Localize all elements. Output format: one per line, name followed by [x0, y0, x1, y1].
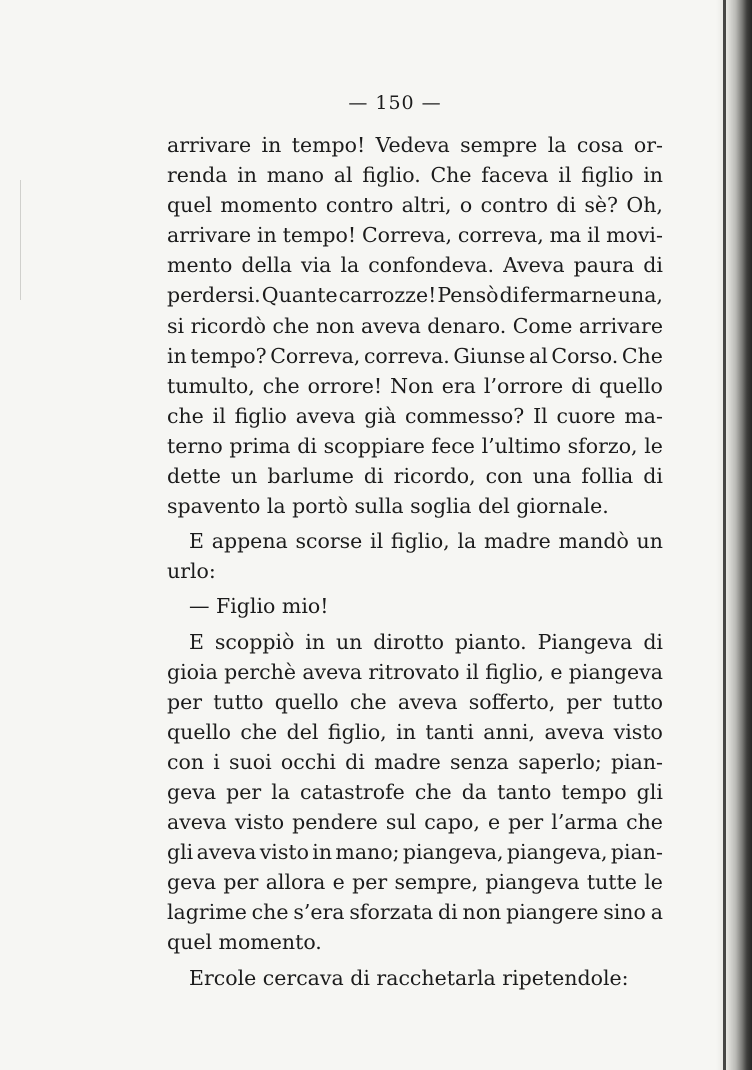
- word: Correva,: [270, 343, 361, 368]
- word: aveva: [302, 659, 363, 684]
- text-line: spavento la portò sulla soglia del giornale.: [167, 494, 609, 519]
- word: denaro.: [427, 313, 507, 338]
- word: quello: [598, 373, 663, 398]
- word: mano;: [335, 840, 400, 865]
- text-line: [167, 160, 663, 190]
- word: del: [286, 719, 319, 744]
- word: mano: [266, 163, 324, 188]
- word: pianto.: [454, 629, 527, 654]
- word: e: [550, 659, 563, 684]
- word: pian-: [610, 749, 663, 774]
- word: piangeva,: [402, 840, 504, 865]
- scan-mark: [20, 180, 21, 300]
- word: per: [226, 779, 262, 804]
- word: in: [261, 133, 282, 157]
- word: per: [167, 689, 203, 714]
- word: correva,: [457, 223, 544, 248]
- text-line: [167, 461, 663, 491]
- word: perdersi.: [167, 283, 261, 308]
- word: che: [626, 810, 663, 835]
- word: arrivare: [167, 133, 252, 157]
- word: le: [644, 870, 663, 895]
- word: fermarne: [520, 283, 617, 308]
- word: occhi: [280, 749, 336, 774]
- word: figlio: [234, 403, 287, 428]
- word: in: [312, 840, 333, 865]
- word: terno: [167, 433, 223, 458]
- word: scoppiare: [323, 433, 425, 458]
- word: si: [167, 313, 185, 338]
- word: che: [349, 689, 387, 714]
- word: visto: [259, 840, 309, 865]
- word: che: [262, 373, 300, 398]
- word: a: [650, 900, 663, 925]
- book-spine-edge: [716, 0, 752, 1070]
- word: al: [333, 163, 353, 188]
- word: madre: [483, 529, 551, 554]
- word: pendere: [292, 810, 378, 835]
- word: Che: [430, 163, 472, 188]
- word: con: [167, 749, 205, 774]
- text-line: [167, 747, 663, 777]
- word: non: [315, 313, 355, 338]
- word: aveva: [544, 719, 605, 744]
- word: ma-: [624, 403, 663, 428]
- word: un: [335, 629, 363, 654]
- word: da: [461, 779, 488, 804]
- word: movi-: [606, 223, 663, 248]
- word: di: [643, 464, 663, 489]
- word: E: [189, 529, 204, 554]
- word: scorse: [295, 529, 363, 554]
- word: visto: [234, 810, 285, 835]
- word: Corso.: [551, 343, 619, 368]
- word: l’ultimo: [481, 433, 561, 458]
- word: figlio.: [362, 163, 421, 188]
- word: aveva: [361, 313, 421, 338]
- word: di: [643, 253, 663, 278]
- word: cuore: [556, 403, 616, 428]
- word: un: [636, 529, 663, 554]
- text-line: [167, 657, 663, 687]
- word: Il: [533, 403, 548, 428]
- word: faceva: [481, 163, 549, 188]
- word: madre: [374, 749, 441, 774]
- word: una,: [617, 283, 663, 308]
- word: era: [441, 373, 476, 398]
- word: visto: [613, 719, 663, 744]
- text-line: [167, 311, 663, 341]
- word: e: [332, 870, 345, 895]
- word: confondeva.: [368, 253, 495, 278]
- word: piangeva: [485, 870, 580, 895]
- text-line: [167, 130, 663, 160]
- word: per: [508, 810, 544, 835]
- word: l’orrore: [483, 373, 564, 398]
- text-line: [167, 280, 663, 310]
- word: di: [363, 464, 384, 489]
- word: perchè: [224, 659, 296, 684]
- word: renda: [167, 163, 228, 188]
- book-spine-line: [723, 0, 726, 1070]
- word: saperlo;: [518, 749, 602, 774]
- word: momento: [220, 193, 318, 218]
- page-number: — 150 —: [348, 92, 442, 114]
- word: Piangeva: [537, 629, 633, 654]
- word: aveva: [167, 810, 227, 835]
- word: della: [241, 253, 292, 278]
- word: la: [457, 529, 477, 554]
- word: quello: [274, 689, 339, 714]
- word: catastrofe: [300, 779, 405, 804]
- word: di: [643, 629, 663, 654]
- word: appena: [211, 529, 288, 554]
- word: che: [240, 719, 278, 744]
- text-line: Ercole cercava di racchetarla ripetendole:: [189, 965, 629, 990]
- word: gioia: [167, 659, 218, 684]
- word: sul: [385, 810, 417, 835]
- word: contro: [480, 193, 548, 218]
- word: il: [370, 529, 384, 554]
- word: gli: [167, 840, 194, 865]
- word: Oh,: [626, 193, 663, 218]
- word: che: [251, 900, 289, 925]
- word: tanti: [425, 719, 474, 744]
- word: di: [297, 433, 317, 458]
- word: follia: [581, 464, 634, 489]
- word: fece: [431, 433, 475, 458]
- word: sempre: [460, 133, 538, 157]
- word: e: [487, 810, 501, 835]
- word: ricordo,: [393, 464, 476, 489]
- word: sè?: [584, 193, 619, 218]
- text-line: [167, 717, 663, 747]
- word: scoppiò: [214, 629, 295, 654]
- word: che: [272, 313, 310, 338]
- word: che: [414, 779, 452, 804]
- word: figlio,: [327, 719, 387, 744]
- word: sofferto,: [468, 689, 556, 714]
- word: dirotto: [373, 629, 444, 654]
- word: già: [364, 403, 397, 428]
- word: Non: [390, 373, 434, 398]
- word: commesso?: [405, 403, 525, 428]
- text-line: [167, 526, 663, 556]
- word: carrozze!: [338, 283, 437, 308]
- word: tempo!: [282, 223, 357, 248]
- word: correva.: [363, 343, 450, 368]
- word: prima: [229, 433, 291, 458]
- word: quello: [167, 719, 231, 744]
- word: o: [459, 193, 473, 218]
- word: in: [167, 343, 187, 368]
- text-line: [167, 220, 663, 250]
- text-line: [167, 897, 663, 927]
- word: la: [271, 779, 290, 804]
- word: un: [230, 464, 258, 489]
- word: altri,: [401, 193, 452, 218]
- word: in: [305, 629, 326, 654]
- text-line: [167, 371, 663, 401]
- word: tempo: [561, 779, 627, 804]
- text-line: [167, 777, 663, 807]
- text-line: [167, 431, 663, 461]
- word: piangere: [506, 900, 599, 925]
- word: di: [499, 283, 520, 308]
- word: in: [256, 223, 277, 248]
- word: geva: [167, 779, 217, 804]
- word: figlio: [581, 163, 634, 188]
- word: paura: [573, 253, 635, 278]
- text-line: [167, 250, 663, 280]
- word: Quante: [261, 283, 338, 308]
- word: una: [532, 464, 572, 489]
- word: mandò: [558, 529, 629, 554]
- word: per: [352, 870, 388, 895]
- word: sino: [603, 900, 646, 925]
- word: Giunse: [453, 343, 526, 368]
- word: sempre,: [394, 870, 479, 895]
- word: figlio,: [390, 529, 450, 554]
- word: sforzo,: [567, 433, 638, 458]
- word: Come: [512, 313, 573, 338]
- word: lagrime: [167, 900, 247, 925]
- word: di: [556, 193, 577, 218]
- word: ma: [549, 223, 582, 248]
- text-line: — Figlio mio!: [189, 594, 329, 619]
- word: arrivare: [578, 313, 663, 338]
- word: piangeva: [568, 659, 663, 684]
- word: geva: [167, 870, 217, 895]
- word: tutte: [586, 870, 637, 895]
- word: aveva: [295, 403, 356, 428]
- word: Vedeva: [375, 133, 450, 157]
- word: orrore!: [307, 373, 383, 398]
- text-line: quel momento.: [167, 930, 322, 955]
- word: anni,: [483, 719, 535, 744]
- word: aveva: [397, 689, 458, 714]
- word: mento: [167, 253, 233, 278]
- word: la: [340, 253, 360, 278]
- word: via: [301, 253, 332, 278]
- word: Aveva: [503, 253, 565, 278]
- text-line: [167, 687, 663, 717]
- word: in: [237, 163, 258, 188]
- word: or-: [633, 133, 663, 157]
- word: E: [189, 629, 204, 654]
- text-line: [167, 341, 663, 371]
- text-line: [167, 837, 663, 867]
- word: quel: [167, 193, 213, 218]
- word: Che: [621, 343, 663, 368]
- word: i: [213, 749, 220, 774]
- word: barlume: [267, 464, 354, 489]
- word: senza: [450, 749, 509, 774]
- word: di: [345, 749, 365, 774]
- word: il: [587, 223, 601, 248]
- word: di: [437, 900, 458, 925]
- word: in: [643, 163, 663, 188]
- word: il: [465, 659, 479, 684]
- word: capo,: [424, 810, 480, 835]
- word: l’arma: [551, 810, 619, 835]
- word: che: [167, 403, 204, 428]
- word: sforzata: [349, 900, 434, 925]
- word: s’era: [293, 900, 345, 925]
- text-line: [167, 190, 663, 220]
- word: con: [485, 464, 523, 489]
- word: tutto: [213, 689, 264, 714]
- word: dette: [167, 464, 221, 489]
- word: Correva,: [361, 223, 453, 248]
- word: tempo?: [190, 343, 267, 368]
- word: suoi: [229, 749, 272, 774]
- word: tempo!: [291, 133, 366, 157]
- word: tutto: [612, 689, 663, 714]
- word: le: [644, 433, 663, 458]
- word: piangeva,: [506, 840, 608, 865]
- text-line: urlo:: [167, 559, 216, 584]
- word: per: [566, 689, 602, 714]
- word: contro: [325, 193, 394, 218]
- word: il: [558, 163, 572, 188]
- word: tanto: [497, 779, 552, 804]
- body-text: [167, 130, 663, 993]
- word: figlio,: [485, 659, 545, 684]
- text-line: [167, 807, 663, 837]
- word: Pensò: [437, 283, 499, 308]
- text-line: [167, 401, 663, 431]
- word: al: [529, 343, 548, 368]
- word: di: [571, 373, 591, 398]
- word: arrivare: [167, 223, 252, 248]
- word: tumulto,: [167, 373, 255, 398]
- word: pian-: [610, 840, 663, 865]
- word: non: [462, 900, 502, 925]
- text-line: [167, 867, 663, 897]
- word: ritrovato: [368, 659, 460, 684]
- word: allora: [265, 870, 326, 895]
- word: per: [223, 870, 259, 895]
- word: il: [212, 403, 226, 428]
- word: aveva: [196, 840, 257, 865]
- word: gli: [636, 779, 663, 804]
- word: in: [396, 719, 416, 744]
- word: cosa: [576, 133, 624, 157]
- word: ricordò: [190, 313, 267, 338]
- text-line: [167, 627, 663, 657]
- word: la: [547, 133, 567, 157]
